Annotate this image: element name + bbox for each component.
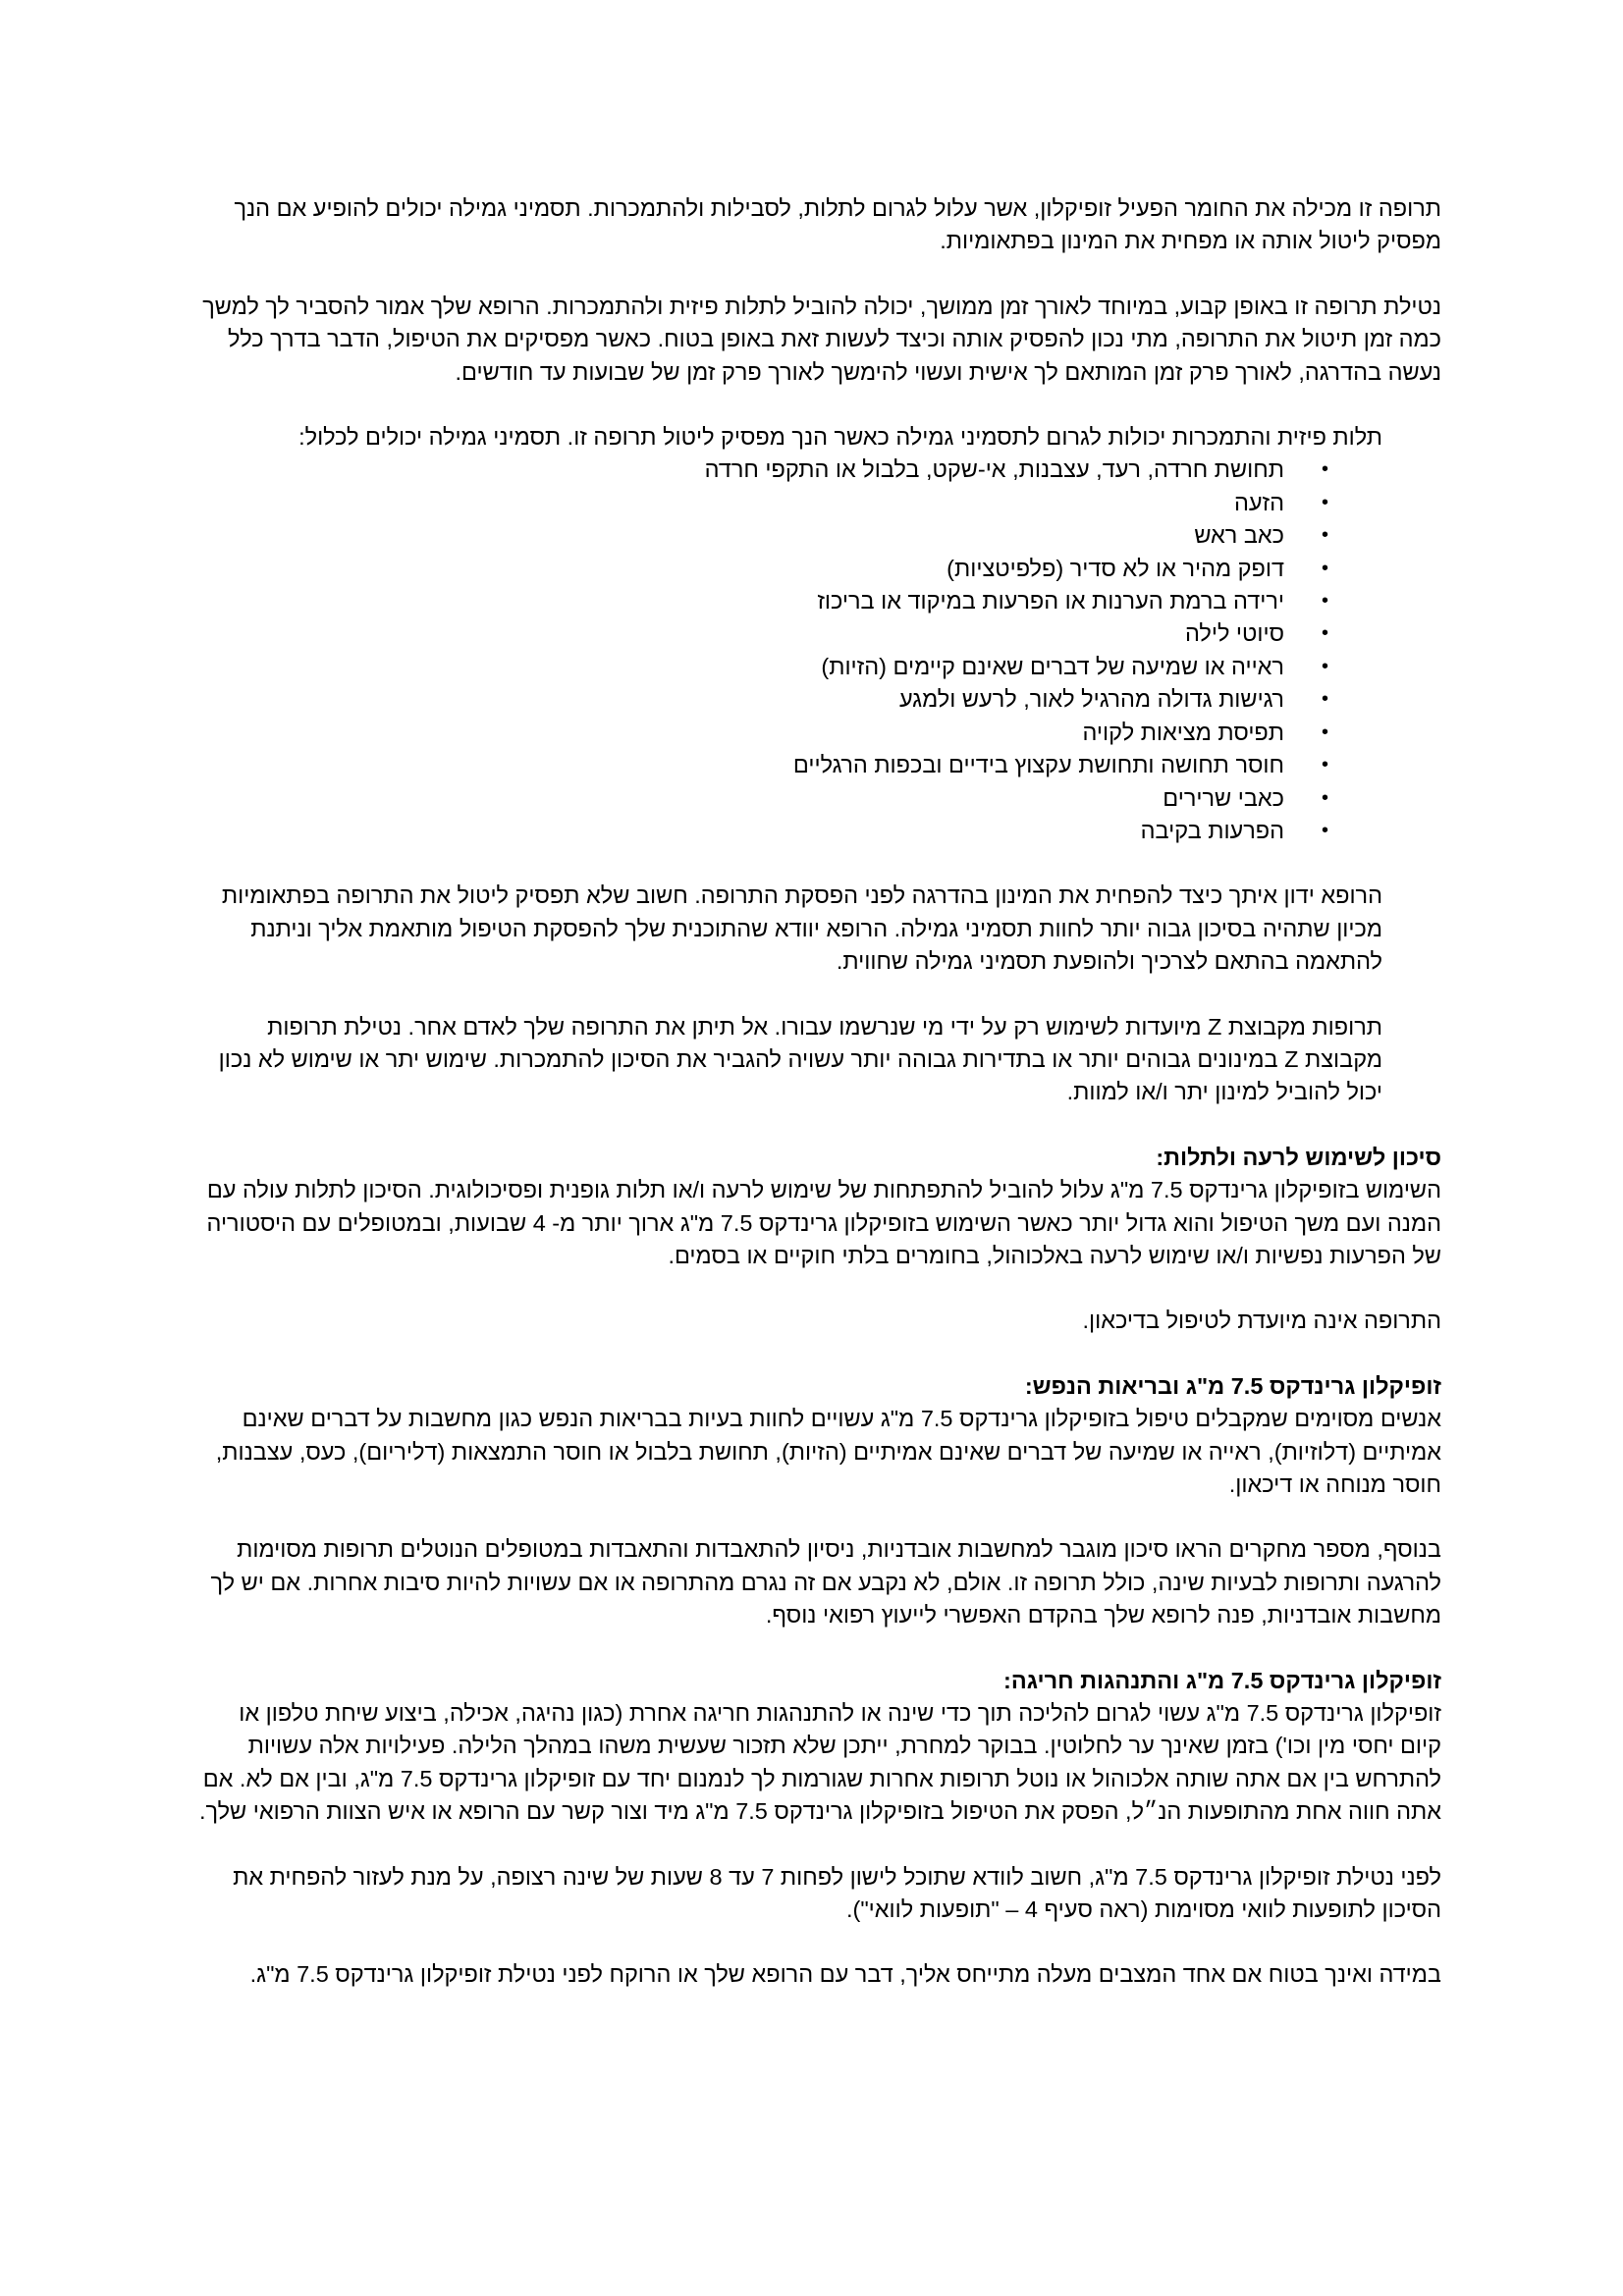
bullet-icon: • bbox=[1321, 721, 1328, 743]
abuse-risk-body: השימוש בזופיקלון גרינדקס 7.5 מ"ג עלול להוביל להתפתחות של שימוש לרעה ו/או תלות גופנית ופסיכולוגית. הסיכון לתלות עולה עם המנה ועם משך הטיפול והוא גדול יותר כאשר השימוש בזופיקלון גרינדקס 7.5 מ"ג ארוך יותר מ- 4 שבועות, ובמטופלים עם היסטוריה של הפרעות נפשיות ו/או שימוש לרעה באלכוהול, בחומרים בלתי חוקיים או בסמים. bbox=[206, 1177, 1441, 1268]
list-item bbox=[196, 782, 1328, 815]
dose-reduction-paragraph: הרופא ידון איתך כיצד להפחית את המינון בהדרגה לפני הפסקת התרופה. חשוב שלא תפסיק ליטול את התרופה בפתאומיות מכיון שתהיה בסיכון גבוה יותר לחוות תסמיני גמילה. הרופא יוודא שהתוכנית שלך להפסקת הטיפול מותאמת אליך וניתנת להתאמה בהתאם לצרכיך ולהופעת תסמיני גמילה שחווית. bbox=[221, 882, 1382, 975]
sleep-duration-paragraph: לפני נטילת זופיקלון גרינדקס 7.5 מ"ג, חשוב לוודא שתוכל לישון לפחות 7 עד 8 שעות של שינה רצופה, על מנת לעזור להפחית את הסיכון לתופעות לוואי מסוימות (ראה סעיף 4 – "תופעות לוואי"). bbox=[233, 1863, 1441, 1923]
dependence-paragraph: תרופה זו מכילה את החומר הפעיל זופיקלון, אשר עלול לגרום לתלות, לסבילות ולהתמכרות. תסמיני גמילה יכולים להופיע אם הנך מפסיק ליטול אותה או מפחית את המינון בפתאומיות. bbox=[234, 195, 1441, 254]
list-item-text: ירידה ברמת הערנות או הפרעות במיקוד או בריכוז bbox=[817, 588, 1284, 614]
list-item bbox=[196, 617, 1328, 650]
list-item-text: הזעה bbox=[1233, 489, 1284, 515]
list-item bbox=[196, 651, 1328, 683]
list-item-text: חוסר תחושה ותחושת עקצוץ בידיים ובכפות הרגליים bbox=[792, 752, 1284, 778]
list-item-text: רגישות גדולה מהרגיל לאור, לרעש ולמגע bbox=[898, 686, 1284, 713]
list-item-text: כאבי שרירים bbox=[1163, 784, 1284, 811]
suicidal-thoughts-paragraph: בנוסף, מספר מחקרים הראו סיכון מוגבר למחשבות אובדניות, ניסיון להתאבדות והתאבדות במטופלים הנוטלים תרופות מסוימות להרגעה ותרופות לבעיות שינה, כולל תרופה זו. אולם, לא נקבע אם זה נגרם מהתרופה או אם עשויות להיות סיבות אחרות. אם יש לך מחשבות אובדניות, פנה לרופא שלך בהקדם האפשרי לייעוץ רפואי נוסף. bbox=[210, 1536, 1441, 1629]
leaflet-page bbox=[196, 192, 1441, 2024]
bullet-icon: • bbox=[1321, 524, 1328, 547]
closing-paragraph: במידה ואינך בטוח אם אחד המצבים מעלה מתייחס אליך, דבר עם הרופא שלך או הרוקח לפני נטילת זופיקלון גרינדקס 7.5 מ"ג. bbox=[249, 1961, 1441, 1988]
bullet-icon: • bbox=[1321, 786, 1328, 809]
abuse-risk-heading: סיכון לשימוש לרעה ולתלות: bbox=[1156, 1144, 1441, 1170]
complex-behaviour-heading: זופיקלון גרינדקס 7.5 מ"ג והתנהגות חריגה: bbox=[1003, 1667, 1441, 1693]
list-item-text: הפרעות בקיבה bbox=[1140, 817, 1284, 843]
list-item bbox=[196, 519, 1328, 552]
list-item bbox=[196, 815, 1328, 847]
list-item-text: תפיסת מציאות לקויה bbox=[1082, 719, 1284, 745]
complex-behaviour-body: זופיקלון גרינדקס 7.5 מ"ג עשוי לגרום להליכה תוך כדי שינה או להתנהגות חריגה אחרת (כגון נהיגה, אכילה, ביצוע שיחת טלפון או קיום יחסי מין וכו') בזמן שאינך ער לחלוטין. בבוקר למחרת, ייתכן שלא תזכור שעשית משהו במהלך הלילה. פעילויות אלה עשויות להתרחש בין אם אתה שותה אלכוהול או נוטל תרופות אחרות שגורמות לך לנמנום יחד עם זופיקלון גרינדקס 7.5 מ"ג, ובין אם לא. אם אתה חווה אחת מהתופעות הנ״ל, הפסק את הטיפול בזופיקלון גרינדקס 7.5 מ"ג מיד וצור קשר עם הרופא או איש הצוות הרפואי שלך. bbox=[199, 1700, 1441, 1825]
list-item bbox=[196, 683, 1328, 716]
list-item-text: כאב ראש bbox=[1194, 522, 1284, 549]
bullet-icon: • bbox=[1321, 458, 1328, 481]
bullet-icon: • bbox=[1321, 819, 1328, 841]
list-item-text: תחושת חרדה, רעד, עצבנות, אי-שקט, בלבול או התקפי חרדה bbox=[704, 456, 1284, 483]
bullet-icon: • bbox=[1321, 655, 1328, 677]
bullet-icon: • bbox=[1321, 590, 1328, 613]
z-drugs-paragraph: תרופות מקבוצת Z מיועדות לשימוש רק על ידי מי שנרשמו עבורו. אל תיתן את התרופה שלך לאדם אחר. נטילת תרופות מקבוצת Z במינונים גבוהים יותר או בתדירות גבוהה יותר עשויה להגביר את הסיכון להתמכרות. שימוש יתר או שימוש לא נכון יכול להוביל למינון יתר ו/או למוות. bbox=[218, 1013, 1382, 1105]
withdrawal-block bbox=[196, 421, 1382, 1109]
list-item bbox=[196, 553, 1328, 585]
mental-health-body: אנשים מסוימים שמקבלים טיפול בזופיקלון גרינדקס 7.5 מ"ג עשויים לחוות בעיות בבריאות הנפש כגון מחשבות על דברים שאינם אמיתיים (דלוזיות), ראייה או שמיעה של דברים שאינם אמיתיים (הזיות), תחושת בלבול או חוסר התמצאות (דליריום), כעס, עצבנות, חוסר מנוחה או דיכאון. bbox=[215, 1406, 1441, 1497]
mental-health-heading: זופיקלון גרינדקס 7.5 מ"ג ובריאות הנפש: bbox=[1024, 1372, 1441, 1399]
bullet-icon: • bbox=[1321, 491, 1328, 513]
bullet-icon: • bbox=[1321, 688, 1328, 711]
bullet-icon: • bbox=[1321, 622, 1328, 645]
list-item bbox=[196, 585, 1328, 617]
list-item-text: ראייה או שמיעה של דברים שאינם קיימים (הזיות) bbox=[821, 653, 1284, 679]
withdrawal-intro: תלות פיזית והתמכרות יכולות לגרום לתסמיני גמילה כאשר הנך מפסיק ליטול תרופה זו. תסמיני גמילה יכולים לכלול: bbox=[298, 424, 1382, 451]
list-item bbox=[196, 717, 1328, 749]
list-item bbox=[196, 487, 1328, 519]
withdrawal-symptom-list bbox=[196, 454, 1382, 847]
bullet-icon: • bbox=[1321, 557, 1328, 579]
list-item-text: דופק מהיר או לא סדיר (פלפיטציות) bbox=[947, 555, 1284, 581]
list-item bbox=[196, 454, 1328, 486]
list-item bbox=[196, 749, 1328, 781]
list-item-text: סיוטי לילה bbox=[1184, 620, 1284, 647]
depression-note: התרופה אינה מיועדת לטיפול בדיכאון. bbox=[1082, 1308, 1441, 1334]
long-term-use-paragraph: נטילת תרופה זו באופן קבוע, במיוחד לאורך זמן ממושך, יכולה להוביל לתלות פיזית ולהתמכרות. הרופא שלך אמור להסביר לך למשך כמה זמן תיטול את התרופה, מתי נכון להפסיק אותה וכיצד לעשות זאת באופן בטוח. כאשר מפסיקים את הטיפול, הדבר בדרך כלל נעשה בהדרגה, לאורך פרק זמן המותאם לך אישית ועשוי להימשך לאורך פרק זמן של שבועות עד חודשים. bbox=[202, 293, 1441, 385]
bullet-icon: • bbox=[1321, 754, 1328, 776]
